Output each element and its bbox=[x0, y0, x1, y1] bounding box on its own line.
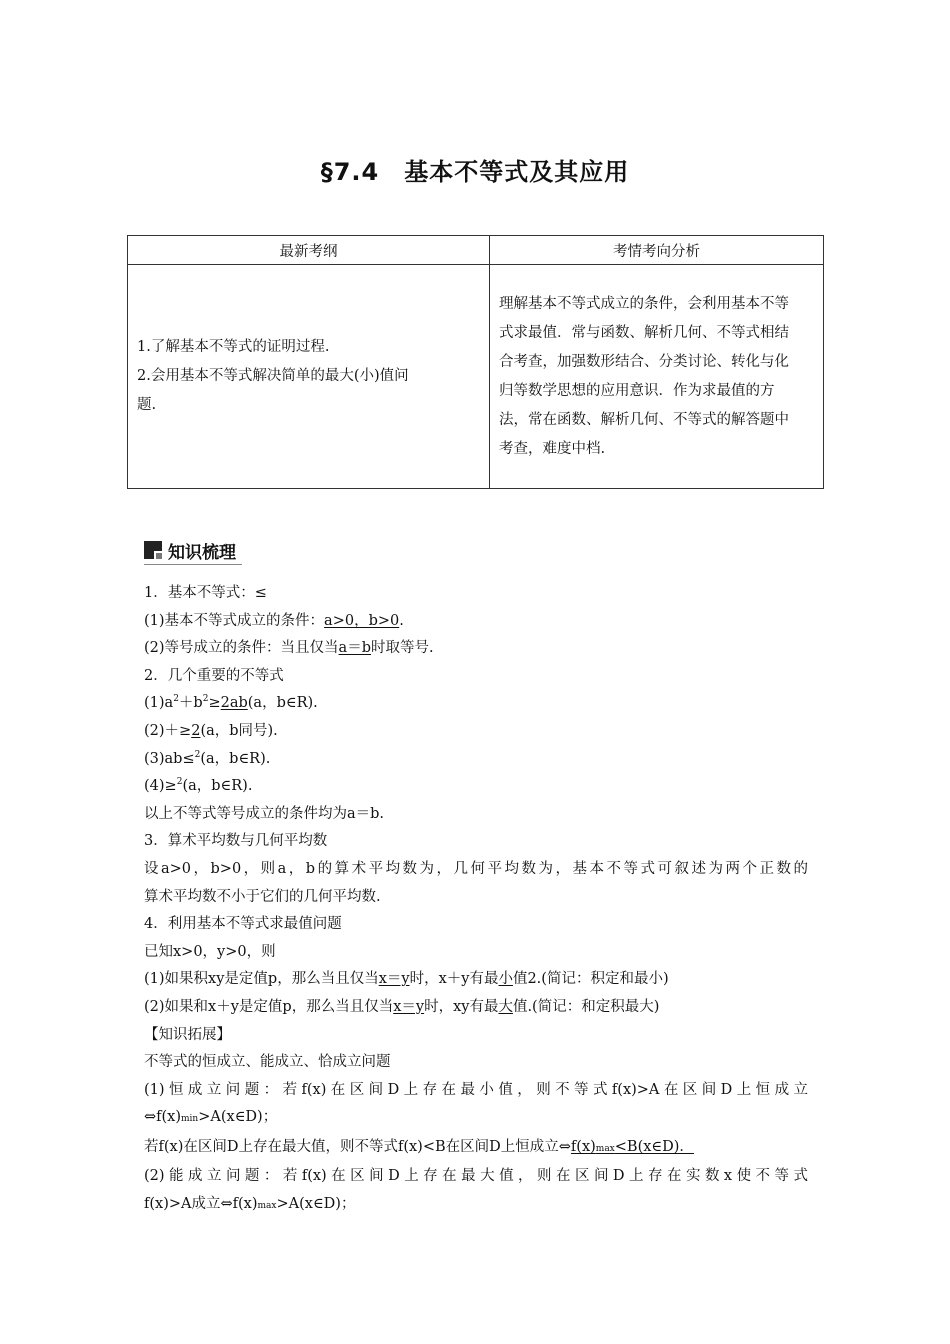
text-line: (1)如果积xy是定值p，那么当且仅当x＝y时，x＋y有最小值2.(简记：积定和最小) bbox=[144, 971, 669, 988]
syllabus-line: 2.会用基本不等式解决简单的最大(小)值问 bbox=[137, 368, 409, 384]
text-line: f(x)>A成立⇔f(x)max>A(x∈D)； bbox=[144, 1196, 356, 1213]
text-line: 以上不等式等号成立的条件均为a＝b. bbox=[144, 805, 385, 822]
text-line: (1)基本不等式成立的条件：a>0，b>0. bbox=[144, 612, 404, 629]
analysis-cell bbox=[490, 265, 824, 489]
syllabus-cell bbox=[128, 265, 490, 489]
text-line: (2)等号成立的条件：当且仅当a＝b时取等号. bbox=[144, 640, 434, 657]
text-line: 不等式的恒成立、能成立、恰成立问题 bbox=[144, 1054, 391, 1071]
section-heading bbox=[144, 536, 242, 565]
knowledge-content bbox=[144, 580, 808, 1221]
answer-blank: 小 bbox=[498, 971, 513, 988]
syllabus-line: 1.了解基本不等式的证明过程. bbox=[137, 339, 330, 355]
text-line: 算术平均数不小于它们的几何平均数. bbox=[144, 888, 381, 905]
text-line: 若f(x)在区间D上存在最大值，则不等式f(x)<B在区间D上恒成立⇔f(x)max<B(x∈D)． bbox=[144, 1138, 694, 1155]
text-line: (1)恒成立问题：若f(x)在区间D上存在最小值，则不等式f(x)>A在区间D上恒成立 bbox=[144, 1081, 808, 1098]
text-line: ⇔f(x)min>A(x∈D)； bbox=[144, 1109, 278, 1126]
answer-blank: 2ab bbox=[220, 695, 248, 712]
header-analysis: 考情考向分析 bbox=[490, 236, 824, 265]
section-label: 知识梳理 bbox=[168, 542, 236, 563]
answer-blank: x＝y bbox=[378, 971, 410, 988]
exam-outline-table bbox=[127, 235, 824, 489]
answer-blank: f(x)max<B(x∈D)． bbox=[570, 1138, 694, 1155]
text-line: (2)能成立问题：若f(x)在区间D上存在最大值，则在区间D上存在实数x使不等式 bbox=[144, 1168, 808, 1185]
analysis-line: 归等数学思想的应用意识．作为求最值的方 bbox=[499, 382, 775, 399]
text-line: (2)＋≥2(a，b同号). bbox=[144, 722, 278, 739]
syllabus-line: 题. bbox=[137, 397, 157, 413]
answer-blank: x＝y bbox=[393, 998, 425, 1015]
analysis-line: 式求最值．常与函数、解析几何、不等式相结 bbox=[499, 324, 789, 341]
answer-blank: 大 bbox=[498, 998, 513, 1015]
answer-blank: a＝b bbox=[338, 640, 371, 657]
analysis-line: 法，常在函数、解析几何、不等式的解答题中 bbox=[499, 411, 789, 428]
text-line: (2)如果和x＋y是定值p，那么当且仅当x＝y时，xy有最大值.(简记：和定积最大) bbox=[144, 998, 660, 1015]
text-line: 已知x>0，y>0，则 bbox=[144, 943, 276, 960]
header-syllabus: 最新考纲 bbox=[128, 236, 490, 265]
text-line: 3．算术平均数与几何平均数 bbox=[144, 833, 328, 850]
analysis-line: 理解基本不等式成立的条件，会利用基本不等 bbox=[499, 295, 789, 312]
text-line: 【知识拓展】 bbox=[144, 1026, 231, 1043]
text-line: (3)ab≤$^2$(a，b∈R). bbox=[144, 749, 271, 767]
page-title: §7.4 基本不等式及其应用 bbox=[320, 158, 630, 186]
text-line: 2．几个重要的不等式 bbox=[144, 667, 284, 684]
answer-blank: 2 bbox=[191, 722, 201, 739]
text-line: $(1)a^2+b^2\ge 2ab(a$，b∈R). bbox=[144, 694, 318, 712]
analysis-line: 考查，难度中档. bbox=[499, 440, 606, 457]
text-line: 1．基本不等式：≤ bbox=[144, 585, 267, 601]
text-line: 设a>0，b>0，则a，b的算术平均数为，几何平均数为，基本不等式可叙述为两个正数的 bbox=[144, 860, 808, 877]
text-line: (4)≥$^2$(a，b∈R). bbox=[144, 777, 253, 795]
analysis-line: 合考查，加强数形结合、分类讨论、转化与化 bbox=[499, 353, 789, 370]
text-line: 4．利用基本不等式求最值问题 bbox=[144, 916, 342, 933]
square-icon bbox=[144, 541, 162, 559]
answer-blank: a>0，b>0 bbox=[324, 612, 400, 629]
